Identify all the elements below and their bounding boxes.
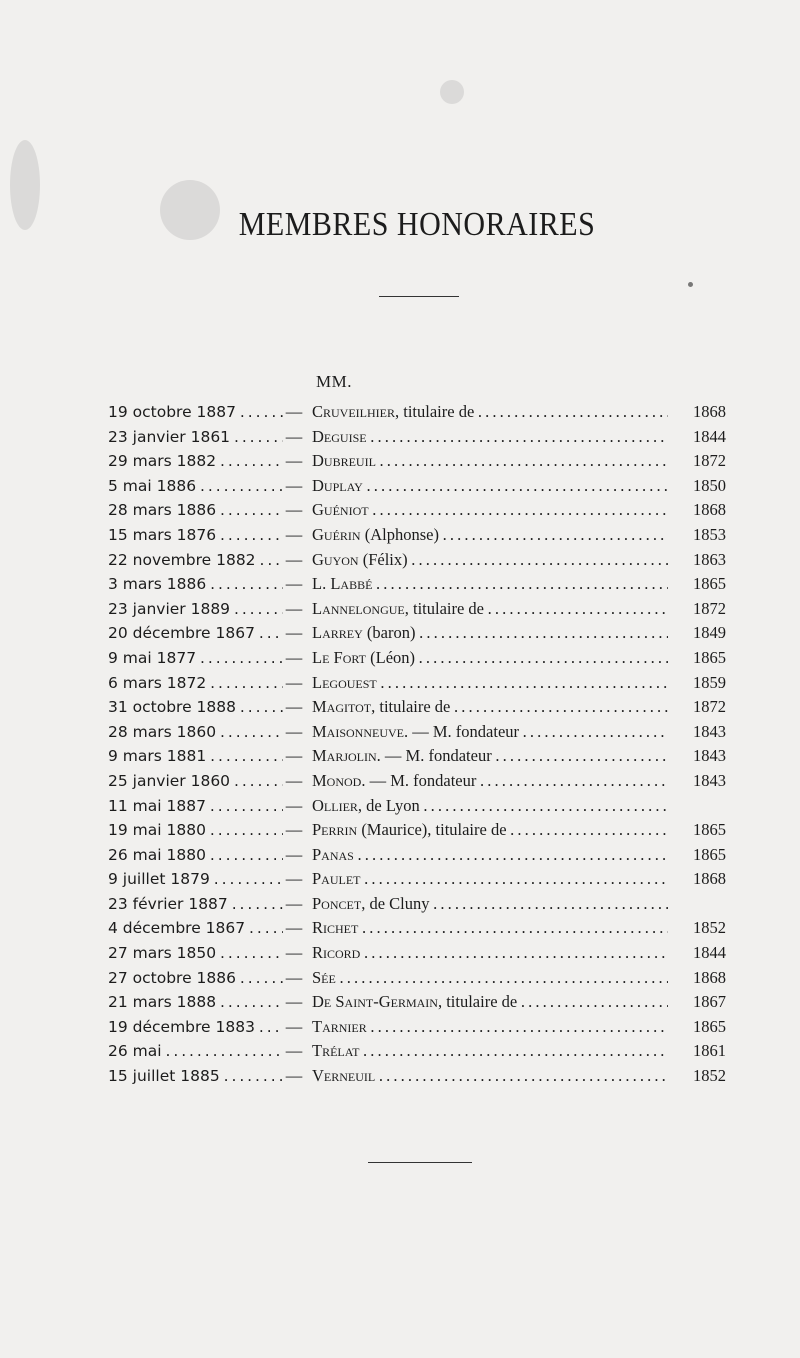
separator-dash: — — [285, 574, 303, 594]
member-name-line — [312, 498, 668, 523]
member-name: Legouest — [312, 672, 377, 692]
member-detail: , titulaire de — [395, 402, 475, 421]
separator-dash: — — [285, 647, 303, 667]
separator-dash: — — [285, 549, 303, 569]
member-date: 28 mars 1860 . . . — [108, 720, 283, 745]
member-name-line — [312, 769, 668, 794]
list-item — [0, 498, 800, 523]
member-name: Monod. — [312, 770, 366, 790]
separator-dash: — — [285, 598, 303, 618]
list-item — [0, 720, 800, 745]
member-date: 23 janvier 1861 . . . — [108, 425, 283, 450]
member-name-line — [312, 794, 668, 819]
separator-dash: — — [285, 918, 303, 938]
separator-dash: — — [285, 524, 303, 544]
member-name: Tarnier — [312, 1016, 367, 1036]
member-name-line — [312, 916, 668, 941]
member-name-line — [312, 548, 668, 573]
separator-dash: — — [285, 402, 303, 421]
member-name-line — [312, 523, 668, 548]
member-date: 9 mai 1877 . . . — [108, 646, 283, 671]
member-detail: , de Lyon — [357, 795, 420, 815]
member-name: Cruveilhier — [312, 402, 395, 421]
member-name-line — [312, 449, 668, 474]
list-item — [0, 843, 800, 868]
member-name: Poncet — [312, 893, 362, 913]
list-item — [0, 990, 800, 1015]
member-year: 1844 — [693, 943, 726, 963]
member-name-line — [312, 744, 668, 769]
member-name: Sée — [312, 967, 336, 987]
member-name: Larrey — [312, 623, 363, 643]
list-item — [0, 646, 800, 671]
list-item — [0, 695, 800, 720]
member-date: 19 mai 1880 . . . — [108, 818, 283, 843]
separator-dash: — — [285, 672, 303, 692]
member-year: 1843 — [693, 770, 726, 790]
member-name-line — [312, 646, 668, 671]
list-item — [0, 474, 800, 499]
member-name-line — [312, 695, 668, 720]
member-name-line — [312, 621, 668, 646]
separator-dash: — — [285, 795, 303, 815]
member-year: 1865 — [693, 1016, 726, 1036]
member-date: 3 mars 1886 . . . — [108, 572, 283, 597]
member-date: 19 octobre 1887 . . . — [108, 400, 283, 425]
list-item — [0, 1015, 800, 1040]
separator-dash: — — [285, 746, 303, 766]
member-name-line — [312, 843, 668, 868]
member-date: 19 décembre 1883 . . . — [108, 1015, 283, 1040]
list-item — [0, 449, 800, 474]
member-year: 1865 — [693, 844, 726, 864]
member-date: 27 mars 1850 . . . — [108, 941, 283, 966]
member-year: 1872 — [693, 598, 726, 618]
member-year: 1865 — [693, 647, 726, 667]
member-name: Guérin — [312, 524, 361, 544]
member-year: 1865 — [693, 574, 726, 594]
separator-dash: — — [285, 844, 303, 864]
member-date: 26 mai . . . — [108, 1039, 283, 1064]
member-name-line — [312, 720, 668, 745]
member-name-line — [312, 474, 668, 499]
list-item — [0, 769, 800, 794]
member-name-line — [312, 597, 668, 622]
member-name: Trélat — [312, 1041, 360, 1061]
list-item — [0, 425, 800, 450]
member-date: 15 mars 1876 . . . — [108, 523, 283, 548]
member-year: 1852 — [693, 1066, 726, 1086]
member-year: 1872 — [693, 451, 726, 471]
member-date: 9 mars 1881 . . . — [108, 744, 283, 769]
separator-dash: — — [285, 451, 303, 471]
member-name: Maisonneuve. — [312, 721, 409, 741]
member-name: Ollier — [312, 795, 358, 815]
member-year: 1863 — [693, 549, 726, 569]
member-name: Duplay — [312, 475, 363, 495]
separator-dash: — — [285, 893, 303, 913]
separator-dash: — — [285, 721, 303, 741]
list-item — [0, 597, 800, 622]
separator-dash: — — [285, 967, 303, 987]
member-name-line — [312, 966, 668, 991]
member-name: Dubreuil — [312, 451, 376, 471]
member-name-line — [312, 1015, 668, 1040]
member-detail: (Léon) — [366, 647, 416, 667]
separator-dash: — — [285, 500, 303, 520]
member-date: 21 mars 1888 . . . — [108, 990, 283, 1015]
member-date: 20 décembre 1867 . . . — [108, 621, 283, 646]
list-item — [0, 400, 800, 425]
member-detail: — M. fondateur — [365, 770, 477, 790]
divider-top — [379, 296, 459, 297]
list-item — [0, 621, 800, 646]
member-date: 5 mai 1886 . . . — [108, 474, 283, 499]
member-year: 1868 — [693, 402, 726, 421]
list-item — [0, 892, 800, 917]
member-name: Guyon — [312, 549, 359, 569]
separator-dash: — — [285, 475, 303, 495]
member-name-line — [312, 892, 668, 917]
list-item — [0, 818, 800, 843]
member-name: Le Fort — [312, 647, 366, 667]
member-date: 23 février 1887 . . . — [108, 892, 283, 917]
list-item — [0, 1039, 800, 1064]
member-name-line — [312, 1039, 668, 1064]
list-item — [0, 523, 800, 548]
member-name-line — [312, 1064, 668, 1089]
member-name-line — [312, 400, 668, 425]
member-name-line — [312, 941, 668, 966]
member-date: 28 mars 1886 . . . — [108, 498, 283, 523]
member-date: 4 décembre 1867 . . . — [108, 916, 283, 941]
member-name: Verneuil — [312, 1066, 376, 1086]
member-detail: (baron) — [362, 623, 416, 643]
separator-dash: — — [285, 426, 303, 446]
member-year: 1872 — [693, 697, 726, 717]
separator-dash: — — [285, 623, 303, 643]
list-item — [0, 671, 800, 696]
member-name: Magitot — [312, 697, 372, 717]
member-year: 1849 — [693, 623, 726, 643]
member-year: 1853 — [693, 524, 726, 544]
member-name-line — [312, 671, 668, 696]
members-list — [0, 400, 800, 1089]
member-date: 15 juillet 1885 . . . — [108, 1064, 283, 1089]
member-detail: (Alphonse) — [360, 524, 439, 544]
member-date: 6 mars 1872 . . . — [108, 671, 283, 696]
list-item — [0, 1064, 800, 1089]
member-date: 9 juillet 1879 . . . — [108, 867, 283, 892]
member-year: 1867 — [693, 992, 726, 1012]
separator-dash: — — [285, 992, 303, 1012]
member-detail: (Félix) — [358, 549, 408, 569]
member-date: 27 octobre 1886 . . . — [108, 966, 283, 991]
separator-dash: — — [285, 943, 303, 963]
member-name: Perrin — [312, 820, 358, 840]
member-year: 1859 — [693, 672, 726, 692]
member-name: Panas — [312, 844, 354, 864]
member-year: 1868 — [693, 500, 726, 520]
member-date: 26 mai 1880 . . . — [108, 843, 283, 868]
list-item — [0, 548, 800, 573]
member-name: Lannelongue — [312, 598, 405, 618]
member-name: Marjolin. — [312, 746, 381, 766]
list-item — [0, 794, 800, 819]
salutation: MM. — [316, 372, 352, 391]
member-name: Deguise — [312, 426, 367, 446]
member-date: 11 mai 1887 . . . — [108, 794, 283, 819]
member-detail: , titulaire de — [371, 697, 451, 717]
separator-dash: — — [285, 1016, 303, 1036]
member-name-line — [312, 867, 668, 892]
separator-dash: — — [285, 1041, 303, 1061]
separator-dash: — — [285, 820, 303, 840]
member-year: 1865 — [693, 820, 726, 840]
member-name-line — [312, 425, 668, 450]
member-detail: , titulaire de — [437, 992, 518, 1012]
member-date: 23 janvier 1889 . . . — [108, 597, 283, 622]
member-name-line — [312, 818, 668, 843]
member-detail: , de Cluny — [361, 893, 430, 913]
list-item — [0, 966, 800, 991]
member-year: 1868 — [693, 967, 726, 987]
separator-dash: — — [285, 697, 303, 717]
member-year: 1843 — [693, 721, 726, 741]
member-date: 31 octobre 1888 . . . — [108, 695, 283, 720]
member-date: 25 janvier 1860 . . . — [108, 769, 283, 794]
separator-dash: — — [285, 1066, 303, 1086]
member-name: Ricord — [312, 943, 361, 963]
member-name: L. Labbé — [312, 574, 373, 594]
member-name: Guéniot — [312, 500, 369, 520]
member-detail: (Maurice), titulaire de — [357, 820, 507, 840]
divider-bottom — [368, 1162, 472, 1163]
list-item — [0, 572, 800, 597]
member-detail: — M. fondateur — [408, 721, 520, 741]
member-year: 1843 — [693, 746, 726, 766]
member-date: 22 novembre 1882 . . . — [108, 548, 283, 573]
member-year: 1850 — [693, 475, 726, 495]
member-detail: — M. fondateur — [380, 746, 492, 766]
list-item — [0, 744, 800, 769]
list-item — [0, 916, 800, 941]
member-name: Richet — [312, 918, 359, 938]
member-year: 1861 — [693, 1041, 726, 1061]
member-date: 29 mars 1882 . . . — [108, 449, 283, 474]
list-item — [0, 867, 800, 892]
list-item — [0, 941, 800, 966]
member-name: De Saint-Germain — [312, 992, 438, 1012]
member-name-line — [312, 572, 668, 597]
member-detail: , titulaire de — [404, 598, 484, 618]
member-name-line — [312, 990, 668, 1015]
member-year: 1852 — [693, 918, 726, 938]
page-title: MEMBRES HONORAIRES — [238, 206, 596, 243]
separator-dash: — — [285, 770, 303, 790]
member-year: 1868 — [693, 869, 726, 889]
separator-dash: — — [285, 869, 303, 889]
member-name: Paulet — [312, 869, 361, 889]
member-year: 1844 — [693, 426, 726, 446]
